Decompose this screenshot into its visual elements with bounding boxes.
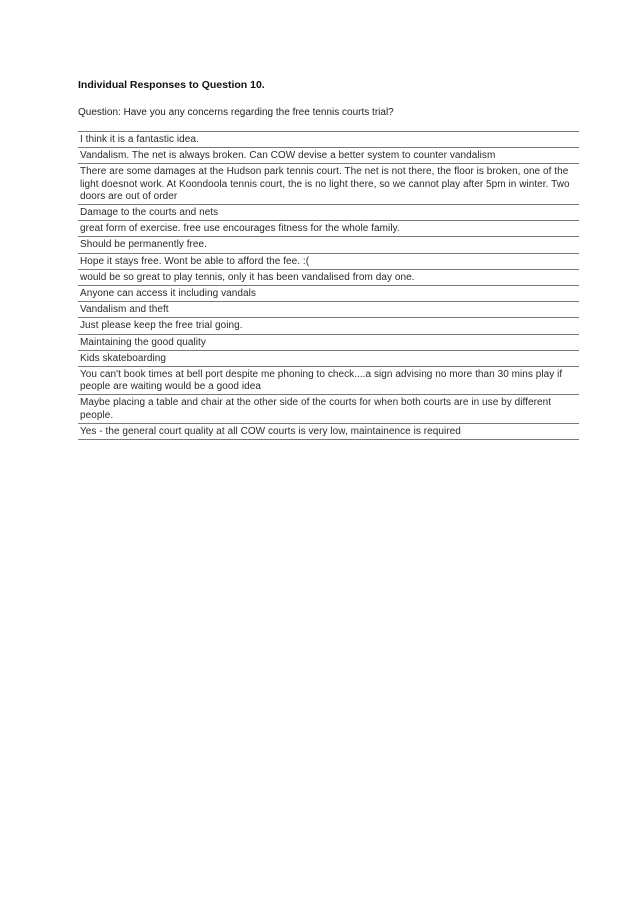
responses-table <box>78 131 579 440</box>
response-row: Hope it stays free. Wont be able to afford the fee. :( <box>78 254 579 270</box>
response-row: You can't book times at bell port despite me phoning to check....a sign advising no more than 30 mins play if people are waiting would be a good idea <box>78 367 579 395</box>
response-row: Just please keep the free trial going. <box>78 318 579 334</box>
response-row: great form of exercise. free use encourages fitness for the whole family. <box>78 221 579 237</box>
response-row: would be so great to play tennis, only it has been vandalised from day one. <box>78 270 579 286</box>
response-row: I think it is a fantastic idea. <box>78 132 579 148</box>
response-row: Damage to the courts and nets <box>78 205 579 221</box>
response-row: Vandalism. The net is always broken. Can COW devise a better system to counter vandalism <box>78 148 579 164</box>
response-row: Maybe placing a table and chair at the other side of the courts for when both courts are in use by different people. <box>78 395 579 423</box>
response-row: Maintaining the good quality <box>78 335 579 351</box>
response-row: Should be permanently free. <box>78 237 579 253</box>
question-text: Question: Have you any concerns regarding the free tennis courts trial? <box>78 107 394 118</box>
document-heading: Individual Responses to Question 10. <box>78 79 265 91</box>
response-row: Anyone can access it including vandals <box>78 286 579 302</box>
response-row: Yes - the general court quality at all COW courts is very low, maintainence is required <box>78 424 579 440</box>
response-row: Vandalism and theft <box>78 302 579 318</box>
response-row: There are some damages at the Hudson park tennis court. The net is not there, the floor is broken, one of the light doesnot work. At Koondoola tennis court, the is no light there, so we cannot play after 5pm in winter. Two doors are out of order <box>78 164 579 205</box>
response-row: Kids skateboarding <box>78 351 579 367</box>
